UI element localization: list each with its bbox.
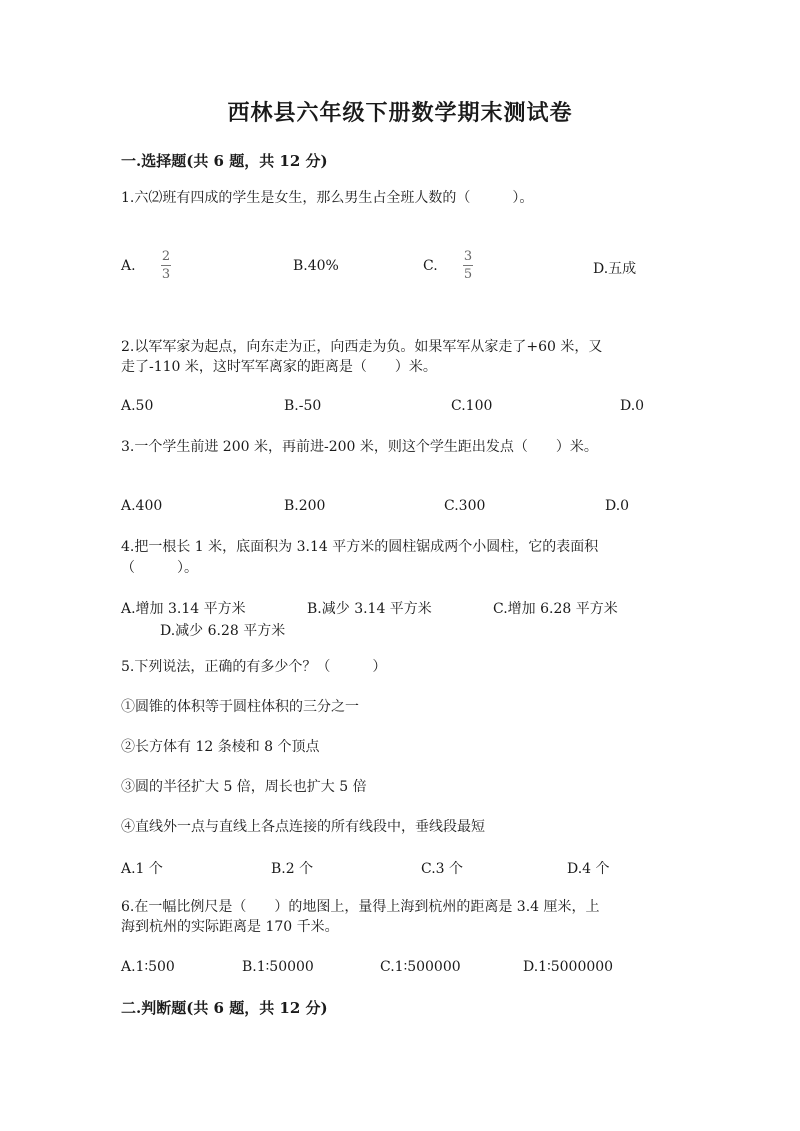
q4-option-a: A.增加 3.14 平方米 [121, 601, 246, 617]
question-4-line-1: 4.把一根长 1 米，底面积为 3.14 平方米的圆柱锯成两个小圆柱，它的表面积 [121, 539, 599, 555]
q1-option-c-letter: C. [423, 258, 438, 274]
q1-option-a-fraction [161, 250, 171, 282]
q5-statement-4: ④直线外一点与直线上各点连接的所有线段中，垂线段最短 [121, 819, 485, 835]
fraction-bar [161, 265, 171, 266]
page-title: 西林县六年级下册数学期末测试卷 [227, 100, 573, 126]
q2-option-c: C.100 [451, 398, 493, 414]
question-3-text: 3.一个学生前进 200 米，再前进-200 米，则这个学生距出发点（ ）米。 [121, 439, 598, 455]
q3-option-b: B.200 [284, 498, 326, 514]
q6-option-d: D.1∶5000000 [523, 959, 614, 975]
q5-statement-1: ①圆锥的体积等于圆柱体积的三分之一 [121, 699, 359, 715]
q3-option-c: C.300 [444, 498, 486, 514]
q5-statement-3: ③圆的半径扩大 5 倍，周长也扩大 5 倍 [121, 779, 367, 795]
q4-option-d: D.减少 6.28 平方米 [160, 623, 286, 639]
q5-option-b: B.2 个 [271, 861, 314, 877]
q1-option-d: D.五成 [593, 261, 637, 277]
q5-option-c: C.3 个 [421, 861, 464, 877]
question-5-text: 5.下列说法，正确的有多少个？（ ） [121, 659, 387, 675]
q2-option-b: B.-50 [284, 398, 322, 414]
q5-option-d: D.4 个 [567, 861, 610, 877]
question-1-text: 1.六⑵班有四成的学生是女生，那么男生占全班人数的（ ）。 [121, 190, 534, 206]
section-heading-choice: 一.选择题(共 6 题，共 12 分) [121, 152, 328, 170]
q1-option-a-letter: A. [121, 258, 136, 274]
fraction-denominator: 3 [161, 267, 171, 282]
question-2-line-2: 走了-110 米，这时军军离家的距离是（ ）米。 [121, 359, 437, 375]
question-6-line-1: 6.在一幅比例尺是（ ）的地图上，量得上海到杭州的距离是 3.4 厘米，上 [121, 899, 600, 915]
q2-option-d: D.0 [620, 398, 645, 414]
q3-option-a: A.400 [121, 498, 163, 514]
fraction-bar [463, 265, 473, 266]
q1-option-c-fraction [463, 250, 473, 282]
q1-option-b: B.40% [293, 258, 339, 274]
q2-option-a: A.50 [121, 398, 154, 414]
q4-option-c: C.增加 6.28 平方米 [493, 601, 618, 617]
q6-option-a: A.1∶500 [121, 959, 175, 975]
q5-statement-2: ②长方体有 12 条棱和 8 个顶点 [121, 739, 320, 755]
question-4-line-2: （ ）。 [121, 560, 198, 576]
q5-option-a: A.1 个 [121, 861, 163, 877]
section-heading-judgment: 二.判断题(共 6 题，共 12 分) [121, 999, 328, 1017]
fraction-numerator: 2 [161, 249, 171, 264]
fraction-denominator: 5 [463, 267, 473, 282]
question-6-line-2: 海到杭州的实际距离是 170 千米。 [121, 919, 339, 935]
q3-option-d: D.0 [605, 498, 630, 514]
q6-option-b: B.1∶50000 [242, 959, 314, 975]
question-2-line-1: 2.以军军家为起点，向东走为正，向西走为负。如果军军从家走了+60 米，又 [121, 339, 603, 355]
fraction-numerator: 3 [463, 249, 473, 264]
q6-option-c: C.1∶500000 [380, 959, 461, 975]
q4-option-b: B.减少 3.14 平方米 [307, 601, 432, 617]
